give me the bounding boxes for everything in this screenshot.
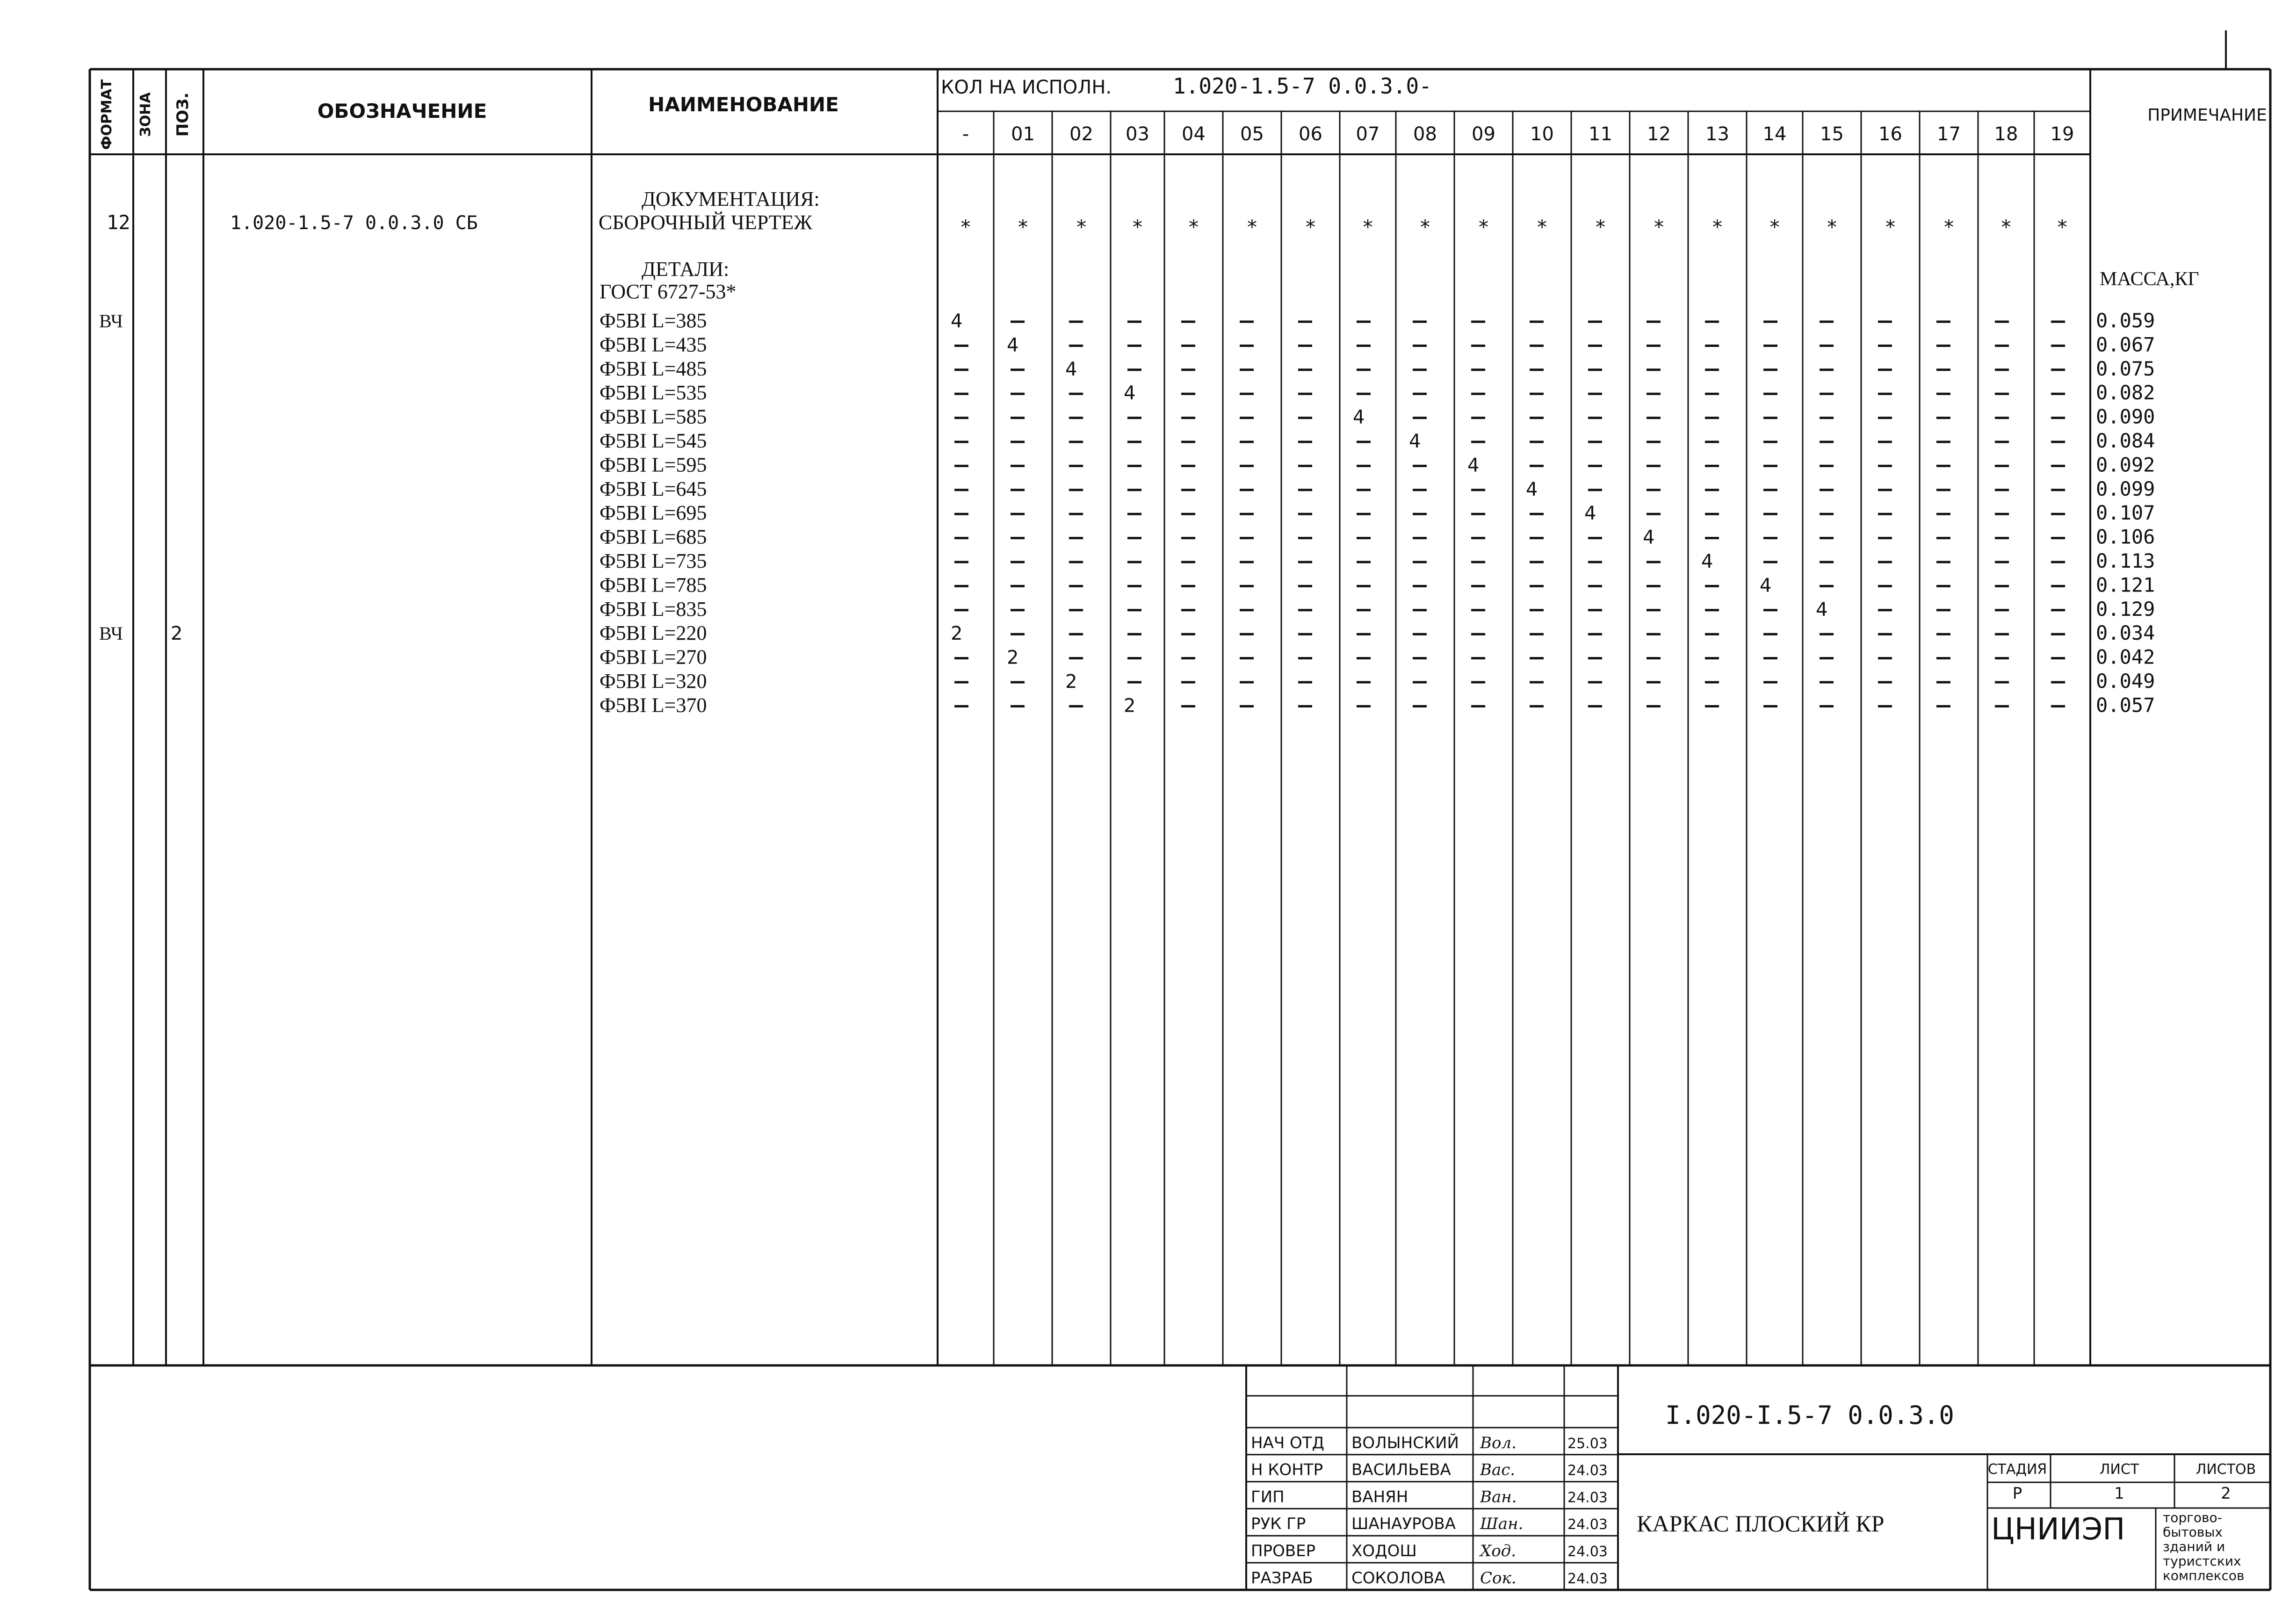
variant-label: 09 [1472,123,1495,145]
org-description [2163,1510,2245,1583]
detail-qty: 4 [1353,406,1365,428]
doc-mark: * [1362,216,1374,238]
detail-qty: 4 [1584,503,1596,525]
detail-row [599,333,2155,356]
detail-mass: 0.067 [2096,333,2155,356]
detail-row [599,526,2155,549]
header-name: НАИМЕНОВАНИЕ [648,93,839,116]
detail-name: Ф5ВI L=595 [599,453,707,476]
signer-date: 25.03 [1567,1435,1608,1452]
signer-signature: Сок. [1480,1568,1517,1588]
detail-qty: 4 [1526,478,1538,500]
drawing-title: КАРКАС ПЛОСКИЙ КР [1637,1510,1885,1537]
signer-date: 24.03 [1567,1489,1608,1506]
sheet-value: 1 [2114,1484,2124,1503]
variant-label: 03 [1126,123,1149,145]
doc-section-title: ДОКУМЕНТАЦИЯ: [642,188,820,210]
signer-name: СОКОЛОВА [1351,1568,1445,1588]
detail-mass: 0.121 [2096,573,2155,597]
detail-row [599,405,2155,428]
org-description-line: комплексов [2163,1568,2245,1583]
variant-label: 05 [1240,123,1264,145]
detail-name: Ф5ВI L=735 [599,549,707,572]
signer-role: ГИП [1251,1487,1285,1507]
detail-name: Ф5ВI L=320 [599,670,707,693]
variant-label: 14 [1762,123,1787,145]
details-standard: ГОСТ 6727-53* [599,280,737,303]
detail-qty: 4 [1467,455,1480,476]
variant-label: 04 [1182,123,1206,145]
doc-mark: * [1594,216,1607,238]
detail-qty: 4 [1701,551,1713,572]
detail-mass: 0.075 [2096,357,2155,380]
detail-mass: 0.099 [2096,477,2155,500]
detail-row [99,309,2155,332]
signer-name: ШАНАУРОВА [1351,1515,1456,1534]
doc-mark: * [1131,216,1144,238]
variant-label: 12 [1647,123,1671,145]
variant-label: 01 [1011,123,1035,145]
doc-mark: * [2000,216,2012,238]
doc-mark: * [1653,216,1665,238]
detail-name: Ф5ВI L=435 [599,333,707,356]
detail-name: Ф5ВI L=685 [599,525,707,549]
detail-mass: 0.084 [2096,429,2155,452]
detail-mass: 0.034 [2096,621,2155,645]
detail-mass: 0.059 [2096,309,2155,332]
variant-label: 11 [1589,123,1612,145]
details-section [99,258,2199,716]
detail-name: Ф5ВI L=385 [599,309,707,332]
signature-row [1246,1515,1618,1536]
doc-designation: 1.020-1.5-7 0.0.3.0 СБ [230,212,478,234]
signer-signature: Шан. [1480,1515,1524,1534]
detail-name: Ф5ВI L=535 [599,381,707,404]
detail-qty: 4 [951,310,963,332]
detail-name: Ф5ВI L=695 [599,501,707,525]
doc-mark: * [1304,216,1317,238]
detail-name: Ф5ВI L=785 [599,573,707,597]
header-pos: ПОЗ. [173,92,192,137]
detail-mass: 0.107 [2096,501,2155,525]
title-block [1246,1400,2256,1590]
signer-date: 24.03 [1567,1544,1608,1560]
detail-format: ВЧ [99,623,123,644]
detail-row [599,549,2155,572]
detail-qty: 4 [1643,527,1655,549]
signer-role: Н КОНТР [1251,1460,1323,1480]
detail-mass: 0.049 [2096,670,2155,693]
header-note: ПРИМЕЧАНИЕ [2147,106,2267,125]
detail-row [599,501,2155,524]
detail-row [599,573,2155,596]
detail-row [599,429,2155,452]
signer-role: НАЧ ОТД [1251,1433,1325,1452]
detail-row [599,477,2155,500]
doc-marks [960,216,2068,238]
detail-mass: 0.129 [2096,597,2155,621]
doc-mark: * [1017,216,1029,238]
variant-label: 15 [1820,123,1844,145]
doc-mark: * [1419,216,1431,238]
detail-format: ВЧ [99,310,123,332]
detail-mass: 0.092 [2096,453,2155,476]
doc-name: СБОРОЧНЫЙ ЧЕРТЕЖ [599,211,812,234]
doc-number: I.020-I.5-7 0.0.3.0 [1665,1400,1954,1430]
doc-mark: * [1075,216,1088,238]
detail-qty: 4 [1065,358,1077,380]
header-format: ФОРМАТ [99,79,115,150]
header-zone: ЗОНА [137,92,154,137]
detail-mass: 0.090 [2096,405,2155,428]
doc-mark: * [2056,216,2068,238]
details-section-title: ДЕТАЛИ: [642,258,729,281]
mass-header: МАССА,КГ [2100,268,2199,290]
signer-date: 24.03 [1567,1462,1608,1479]
variant-labels [962,123,2074,145]
doc-format: 12 [107,211,130,234]
variant-label: - [962,123,969,145]
detail-name: Ф5ВI L=270 [599,645,707,669]
doc-mark: * [1711,216,1724,238]
header-designation: ОБОЗНАЧЕНИЕ [317,100,487,123]
detail-name: Ф5ВI L=585 [599,405,707,428]
documentation-row [107,188,2068,238]
variant-label: 19 [2050,123,2074,145]
variant-label: 13 [1705,123,1729,145]
doc-mark: * [1826,216,1838,238]
detail-row [599,381,2155,404]
detail-qty: 2 [1007,647,1019,669]
doc-mark: * [960,216,972,238]
detail-mass: 0.057 [2096,693,2155,717]
detail-name: Ф5ВI L=545 [599,429,707,452]
detail-mass: 0.082 [2096,381,2155,404]
detail-row [599,646,2155,669]
doc-mark: * [1477,216,1490,238]
variant-label: 10 [1530,123,1554,145]
detail-rows [99,309,2155,716]
detail-qty: 4 [1124,383,1136,404]
org-description-line: туристских [2163,1553,2241,1569]
doc-mark: * [1884,216,1897,238]
table-grid [90,30,2270,1590]
signer-signature: Вас. [1480,1460,1516,1480]
stage-value: Р [2012,1484,2022,1503]
detail-position: 2 [171,623,183,645]
header-qty-prefix: КОЛ НА ИСПОЛН. [941,77,1112,98]
doc-mark: * [1187,216,1200,238]
signer-role: РАЗРАБ [1251,1568,1313,1588]
signer-date: 24.03 [1567,1516,1608,1533]
signature-rows [1246,1433,1618,1590]
detail-mass: 0.042 [2096,645,2155,669]
detail-qty: 4 [1760,575,1772,597]
detail-qty: 2 [1124,695,1136,717]
signer-name: ХОДОШ [1351,1542,1417,1560]
variant-label: 16 [1878,123,1902,145]
variant-label: 06 [1299,123,1322,145]
detail-name: Ф5ВI L=220 [599,621,707,645]
signer-date: 24.03 [1567,1570,1608,1587]
detail-row [99,621,2155,644]
detail-row [599,670,2155,693]
signer-name: ВАНЯН [1351,1487,1408,1507]
detail-name: Ф5ВI L=835 [599,597,707,621]
variant-label: 02 [1069,123,1093,145]
signer-signature: Ван. [1480,1487,1517,1507]
detail-name: Ф5ВI L=485 [599,357,707,380]
signer-name: ВАСИЛЬЕВА [1351,1460,1451,1480]
doc-mark: * [1246,216,1258,238]
detail-qty: 4 [1816,599,1828,621]
signer-role: РУК ГР [1251,1515,1306,1534]
detail-qty: 2 [1065,671,1077,693]
variant-label: 07 [1356,123,1380,145]
detail-qty: 4 [1007,334,1019,356]
variant-label: 08 [1413,123,1437,145]
detail-mass: 0.113 [2096,549,2155,572]
detail-name: Ф5ВI L=645 [599,477,707,500]
detail-name: Ф5ВI L=370 [599,693,707,717]
sheet-label: ЛИСТ [2099,1461,2139,1478]
org-description-line: зданий и [2163,1539,2225,1554]
doc-mark: * [1943,216,1955,238]
variant-label: 17 [1937,123,1961,145]
detail-mass: 0.106 [2096,525,2155,549]
signer-role: ПРОВЕР [1251,1542,1316,1560]
detail-qty: 4 [1409,431,1421,452]
sheets-label: ЛИСТОВ [2196,1461,2256,1478]
doc-mark: * [1536,216,1548,238]
detail-qty: 2 [951,623,963,645]
signature-row [1246,1433,1618,1455]
header-qty-base: 1.020-1.5-7 0.0.3.0- [1173,73,1432,99]
signer-name: ВОЛЫНСКИЙ [1351,1433,1459,1452]
signature-row [1246,1542,1618,1563]
variant-label: 18 [1994,123,2018,145]
sheets-value: 2 [2221,1484,2231,1503]
signer-signature: Вол. [1480,1433,1517,1452]
signature-row [1246,1461,1618,1482]
signature-row [1246,1569,1618,1590]
detail-row [599,598,2155,621]
detail-row [599,693,2155,716]
signer-signature: Ход. [1480,1542,1517,1560]
org-description-line: бытовых [2163,1524,2223,1540]
org-name: ЦНИИЭП [1991,1512,2125,1547]
org-description-line: торгово- [2163,1510,2222,1525]
detail-row [599,357,2155,380]
detail-row [599,453,2155,476]
doc-mark: * [1769,216,1781,238]
stage-label: СТАДИЯ [1987,1461,2047,1478]
signature-row [1246,1487,1618,1509]
